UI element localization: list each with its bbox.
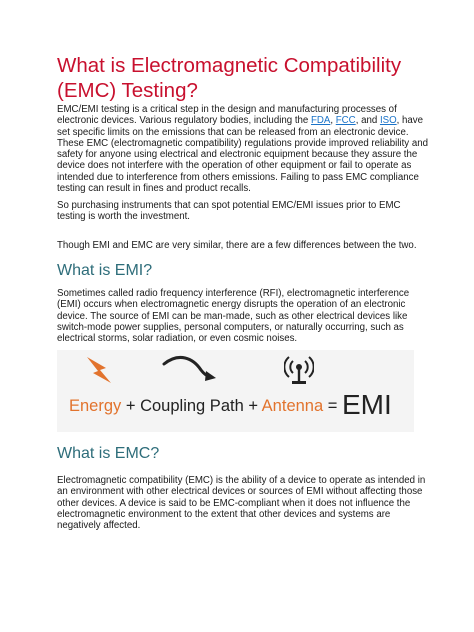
equals-sign: = <box>323 397 342 415</box>
page-title: What is Electromagnetic Compatibility (EMC) Testing? <box>57 54 402 102</box>
differences-paragraph: Though EMI and EMC are very similar, there are a few differences between the two. <box>57 240 417 251</box>
intro-sep-1: , <box>330 115 336 127</box>
iso-link[interactable]: ISO <box>379 115 397 127</box>
antenna-term: Antenna <box>261 397 324 415</box>
emi-equation <box>69 389 392 420</box>
plus-sign-1: + <box>121 397 141 415</box>
fcc-link[interactable]: FCC <box>335 115 356 127</box>
emi-result: EMI <box>341 389 392 420</box>
intro-text-1: EMC/EMI testing is a critical step in the design and manufacturing processes of electronic devices. Various regulatory bodies, including the <box>57 104 397 127</box>
intro-text-2: , have set specific limits on the emissions that can be released from an electronic device. These EMC (electromagnetic compatibility) regulations provide improved reliability and safety for anyone using electrical and electronic equipment because they assure the device does not interfere with the operation of other equipment or fail to operate as intended due to interference from others emissions. Failing to pass EMC compliance testing can result in fines and product recalls. <box>57 115 428 195</box>
intro-sep-2: , and <box>355 115 380 127</box>
energy-term: Energy <box>69 397 122 415</box>
emi-paragraph: Sometimes called radio frequency interference (RFI), electromagnetic interference (EMI) occurs when electromagnetic energy disrupts the operation of an electronic device. The source of EMI can be man-made, such as other electrical devices like switch-mode power supplies, personal computers, or naturally occurring, such as electrical storms, solar radiation, or even cosmic noises. <box>57 288 410 345</box>
curved-arrow-icon <box>161 354 219 382</box>
emc-paragraph: Electromagnetic compatibility (EMC) is the ability of a device to operate as intended in an environment with other electrical devices or sources of EMI without affecting those other devices. A device is said to be EMC-compliant when it does not influence the electromagnetic environment to the extent that other devices and systems are negatively affected. <box>57 475 426 532</box>
coupling-path-term: Coupling Path <box>140 397 244 415</box>
emc-heading: What is EMC? <box>57 445 160 462</box>
plus-sign-2: + <box>243 397 262 415</box>
lightning-bolt-icon <box>82 354 116 388</box>
purchasing-paragraph: So purchasing instruments that can spot potential EMC/EMI issues prior to EMC testing is worth the investment. <box>57 200 401 223</box>
fda-link[interactable]: FDA <box>311 115 331 127</box>
antenna-icon <box>284 353 314 389</box>
emi-heading: What is EMI? <box>57 262 153 279</box>
emi-equation-figure <box>57 350 414 432</box>
intro-paragraph <box>57 104 429 194</box>
